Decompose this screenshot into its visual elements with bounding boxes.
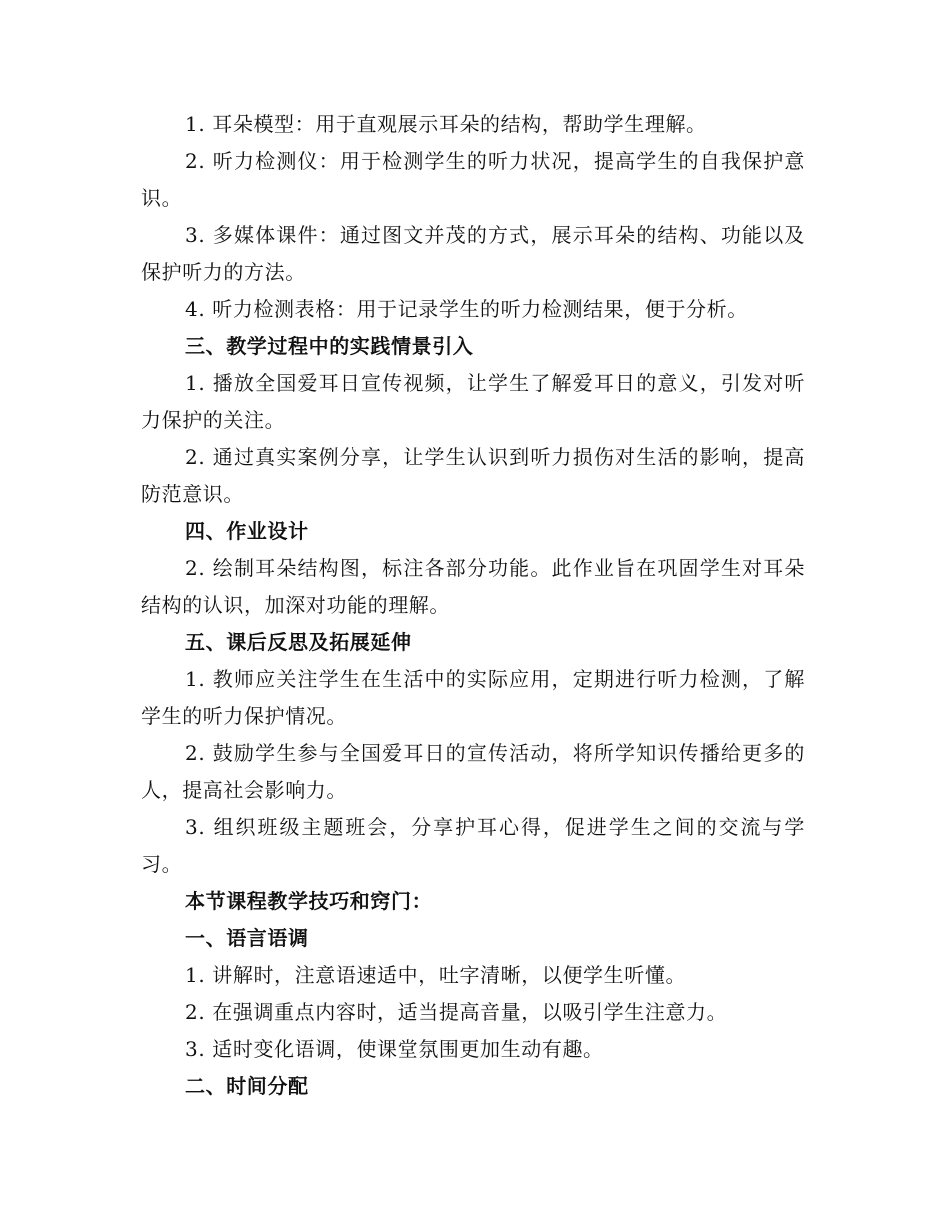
document-body: [141, 106, 805, 1105]
paragraph-item-volume: 2. 在强调重点内容时，适当提高音量，以吸引学生注意力。: [185, 1000, 728, 1024]
paragraph-item-video: 1. 播放全国爱耳日宣传视频，让学生了解爱耳日的意义，引发对听力保护的关注。: [141, 371, 805, 432]
paragraph-item-speed: 1. 讲解时，注意语速适中，吐字清晰，以便学生听懂。: [185, 963, 687, 987]
paragraph-item-case-sharing: 2. 通过真实案例分享，让学生认识到听力损伤对生活的影响，提高防范意识。: [141, 445, 805, 506]
paragraph-item-teacher-focus: 1. 教师应关注学生在生活中的实际应用，定期进行听力检测，了解学生的听力保护情况。: [141, 667, 805, 728]
paragraph-item-tone: 3. 适时变化语调，使课堂氛围更加生动有趣。: [185, 1037, 604, 1061]
paragraph-item-test-form: 4. 听力检测表格：用于记录学生的听力检测结果，便于分析。: [185, 297, 748, 321]
paragraph-item-multimedia: 3. 多媒体课件：通过图文并茂的方式，展示耳朵的结构、功能以及保护听力的方法。: [141, 223, 805, 284]
paragraph-item-ear-model: 1. 耳朵模型：用于直观展示耳朵的结构，帮助学生理解。: [185, 112, 707, 136]
paragraph-item-class-meeting: 3. 组织班级主题班会，分享护耳心得，促进学生之间的交流与学习。: [141, 815, 805, 876]
section-heading-reflection: 五、课后反思及拓展延伸: [185, 630, 412, 654]
section-heading-time: 二、时间分配: [185, 1074, 309, 1098]
section-heading-tips: 本节课程教学技巧和窍门：: [185, 889, 433, 913]
paragraph-item-campaign: 2. 鼓励学生参与全国爱耳日的宣传活动，将所学知识传播给更多的人，提高社会影响力。: [141, 741, 805, 802]
section-heading-intonation: 一、语言语调: [185, 926, 309, 950]
section-heading-homework: 四、作业设计: [185, 519, 309, 543]
paragraph-item-draw-ear: 2. 绘制耳朵结构图，标注各部分功能。此作业旨在巩固学生对耳朵结构的认识，加深对功能的理解。: [141, 556, 805, 617]
section-heading-practice: 三、教学过程中的实践情景引入: [185, 334, 474, 358]
paragraph-item-hearing-tester: 2. 听力检测仪：用于检测学生的听力状况，提高学生的自我保护意识。: [141, 149, 805, 210]
